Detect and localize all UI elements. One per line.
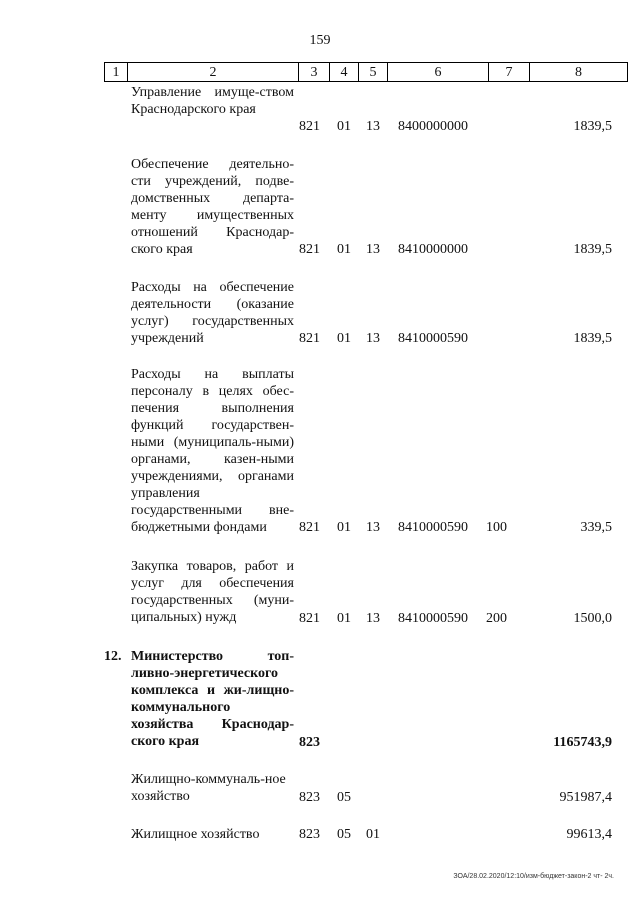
row-name: Управление имуще-ством Краснодарского края [131, 85, 294, 117]
row-subsection: 13 [366, 611, 380, 626]
row-amount: 1839,5 [573, 119, 612, 134]
row-ministry-code: 823 [299, 790, 320, 805]
row-section: 01 [337, 331, 351, 346]
row-subsection: 13 [366, 331, 380, 346]
row-amount: 339,5 [580, 520, 612, 535]
row-name: Жилищно-коммуналь-ное хозяйство [131, 772, 286, 804]
row-amount: 1839,5 [573, 242, 612, 257]
column-header-7: 7 [489, 63, 530, 82]
row-section: 05 [337, 827, 351, 842]
row-target-article: 8410000590 [398, 611, 468, 626]
column-header-6: 6 [388, 63, 489, 82]
row-amount: 1500,0 [573, 611, 612, 626]
row-amount: 1839,5 [573, 331, 612, 346]
column-header-3: 3 [299, 63, 330, 82]
row-index: 12. [104, 649, 122, 664]
row-name: Расходы на обеспечение деятельности (оказание услуг) государственных учреждений [131, 280, 294, 346]
row-expense-type: 200 [486, 611, 507, 626]
row-section: 01 [337, 119, 351, 134]
row-section: 01 [337, 242, 351, 257]
row-target-article: 8410000000 [398, 242, 468, 257]
page-number: 159 [309, 33, 331, 48]
row-subsection: 01 [366, 827, 380, 842]
row-amount: 951987,4 [559, 790, 612, 805]
row-amount: 99613,4 [566, 827, 612, 842]
column-header-1: 1 [105, 63, 128, 82]
row-name: Расходы на выплаты персоналу в целях обес-печения выполнения функций государствен-ными (муниципаль-ными) органами, казен-ными учреждениями, органами управления государственными вне-бюджетными фондами [131, 367, 294, 535]
row-section: 05 [337, 790, 351, 805]
row-ministry-code: 823 [299, 735, 320, 750]
footer-document-code: ЗОА/28.02.2020/12:10/изм-бюджет-закон-2 чт- 2ч. [453, 873, 614, 880]
row-expense-type: 100 [486, 520, 507, 535]
column-header-5: 5 [359, 63, 388, 82]
row-ministry-code: 821 [299, 331, 320, 346]
column-header-8: 8 [530, 63, 628, 82]
column-header-2: 2 [128, 63, 299, 82]
row-target-article: 8410000590 [398, 520, 468, 535]
row-ministry-code: 821 [299, 119, 320, 134]
row-ministry-code: 821 [299, 520, 320, 535]
column-header-4: 4 [330, 63, 359, 82]
row-section: 01 [337, 611, 351, 626]
column-header-table [104, 62, 628, 82]
row-section: 01 [337, 520, 351, 535]
row-subsection: 13 [366, 242, 380, 257]
row-ministry-code: 823 [299, 827, 320, 842]
row-name: Министерство топ-ливно-энергетического комплекса и жи-лищно-коммунального хозяйства Краснодар-ского края [131, 649, 294, 749]
row-name: Обеспечение деятельно-сти учреждений, подве-домственных департа-менту имущественных отношений Краснодар-ского края [131, 157, 294, 257]
row-subsection: 13 [366, 520, 380, 535]
row-name: Жилищное хозяйство [131, 827, 260, 842]
row-ministry-code: 821 [299, 611, 320, 626]
row-amount: 1165743,9 [553, 735, 612, 750]
column-header-row [105, 63, 628, 82]
row-subsection: 13 [366, 119, 380, 134]
row-ministry-code: 821 [299, 242, 320, 257]
row-target-article: 8410000590 [398, 331, 468, 346]
row-target-article: 8400000000 [398, 119, 468, 134]
row-name: Закупка товаров, работ и услуг для обеспечения государственных (муни-ципальных) нужд [131, 559, 294, 625]
